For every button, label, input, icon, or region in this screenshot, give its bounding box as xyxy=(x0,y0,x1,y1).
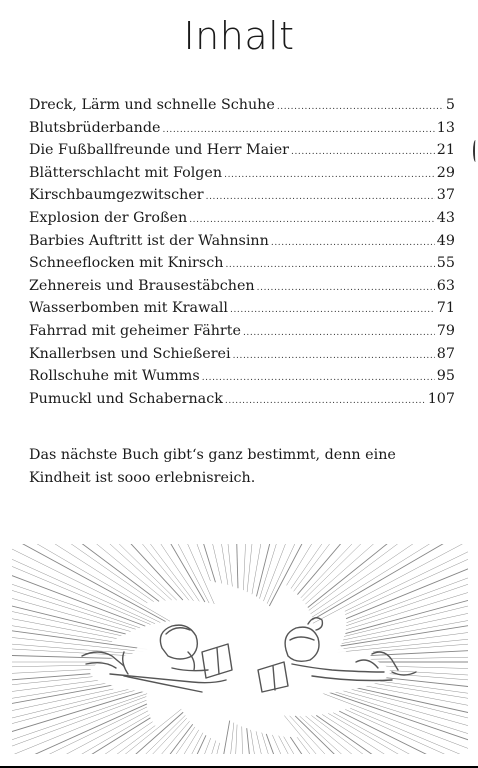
speed-line xyxy=(20,709,181,754)
toc-leader-dots xyxy=(202,367,435,390)
toc-entry xyxy=(29,252,455,275)
toc-entry-title: Blätterschlacht mit Folgen xyxy=(29,164,223,181)
speed-line xyxy=(251,730,275,754)
speed-line xyxy=(267,544,339,604)
children-reading-books-illustration xyxy=(12,544,468,754)
speed-line xyxy=(12,700,146,754)
toc-leader-dots xyxy=(291,141,435,164)
speed-line xyxy=(12,544,154,602)
speed-line xyxy=(308,544,460,608)
speed-line xyxy=(345,544,468,615)
speed-line xyxy=(12,544,159,601)
speed-line xyxy=(12,606,112,641)
speed-line xyxy=(262,733,308,754)
toc-entry-title: Kirschbaumgezwitscher xyxy=(29,187,204,204)
toc-entry-page: 55 xyxy=(436,255,455,272)
toc-entry-title: Knallerbsen und Schießerei xyxy=(29,345,231,362)
speed-line xyxy=(12,694,147,754)
toc-entry-title: Wasserbomben mit Krawall xyxy=(29,300,228,317)
speed-line xyxy=(12,544,160,623)
speed-line xyxy=(129,544,209,603)
toc-leader-dots xyxy=(225,390,426,413)
speed-line xyxy=(12,684,150,744)
toc-entry-page: 5 xyxy=(445,97,455,113)
speed-line xyxy=(259,544,307,599)
toc-entry-page: 79 xyxy=(436,322,455,339)
toc-leader-dots xyxy=(277,96,444,119)
speed-line xyxy=(313,544,468,623)
toc-entry-page: 87 xyxy=(436,345,455,362)
toc-entry-title: Pumuckl und Schabernack xyxy=(29,390,223,407)
speed-line xyxy=(12,678,118,708)
toc-entry-title: Die Fußballfreunde und Herr Maier xyxy=(29,142,289,159)
speed-line xyxy=(102,544,199,601)
toc-entry-title: Blutsbrüderbande xyxy=(29,119,161,136)
toc-leader-dots xyxy=(230,299,435,322)
speed-line xyxy=(345,685,468,737)
speed-line xyxy=(61,544,183,600)
toc-entry xyxy=(29,365,455,388)
speed-line xyxy=(256,544,295,596)
speed-line xyxy=(12,704,147,754)
speed-line xyxy=(47,715,185,754)
toc-entry-page: 107 xyxy=(427,390,455,407)
speed-line xyxy=(309,544,468,610)
speed-line xyxy=(145,544,215,604)
speed-line xyxy=(333,713,468,754)
speed-line xyxy=(322,714,468,754)
toc-entry xyxy=(29,275,455,298)
speed-line xyxy=(140,735,206,754)
toc-entry-page: 29 xyxy=(436,164,455,181)
speed-line xyxy=(234,544,238,588)
speed-line xyxy=(312,544,468,620)
toc-entry-page: 13 xyxy=(436,119,455,136)
toc-entry xyxy=(29,207,455,230)
toc-entry-page: 63 xyxy=(436,277,455,294)
toc-entry-title: Barbies Auftritt ist der Wahnsinn xyxy=(29,232,269,249)
table-of-contents xyxy=(29,94,455,410)
toc-entry-title: Explosion der Großen xyxy=(29,209,188,226)
speed-line xyxy=(205,544,228,585)
speed-line xyxy=(343,589,468,640)
speed-line xyxy=(12,718,150,754)
speed-line xyxy=(272,735,335,754)
toc-entry xyxy=(29,320,455,343)
closing-text: Das nächste Buch gibt‘s ganz bestimmt, denn eine Kindheit ist sooo erlebnisreich. xyxy=(29,447,396,486)
toc-entry xyxy=(29,297,455,320)
speed-line xyxy=(344,580,468,637)
toc-entry-page: 49 xyxy=(436,232,455,249)
toc-entry-page: 37 xyxy=(436,187,455,204)
toc-entry-title: Rollschuhe mit Wumms xyxy=(29,368,200,385)
speed-line xyxy=(72,721,190,754)
toc-leader-dots xyxy=(233,345,435,368)
toc-leader-dots xyxy=(206,186,435,209)
speed-line xyxy=(338,616,468,649)
toc-entry xyxy=(29,94,455,117)
toc-entry-page: 43 xyxy=(436,209,455,226)
speed-line xyxy=(266,734,319,754)
toc-entry-title: Schneeflocken mit Knirsch xyxy=(29,255,224,272)
toc-entry-title: Dreck, Lärm und schnelle Schuhe xyxy=(29,97,275,113)
toc-entry xyxy=(29,117,455,140)
toc-entry-title: Zehnereis und Brausestäbchen xyxy=(29,277,255,294)
toc-entry-page: 95 xyxy=(436,368,455,385)
toc-leader-dots xyxy=(189,209,435,232)
speed-line xyxy=(12,726,155,754)
toc-entry xyxy=(29,139,455,162)
toc-leader-dots xyxy=(243,322,435,345)
speed-line xyxy=(12,544,166,622)
page-title: Inhalt xyxy=(183,14,295,58)
toc-entry xyxy=(29,343,455,366)
toc-entry xyxy=(29,162,455,185)
speed-line xyxy=(161,544,211,581)
toc-entry-title: Fahrrad mit geheimer Fährte xyxy=(29,322,241,339)
toc-entry xyxy=(29,230,455,253)
toc-leader-dots xyxy=(257,277,435,300)
speed-line xyxy=(322,693,468,754)
speed-line xyxy=(12,544,170,621)
speed-line xyxy=(156,738,210,754)
speed-line xyxy=(300,716,443,754)
speed-line xyxy=(247,544,263,592)
page-edge-mark xyxy=(473,140,478,162)
speed-line xyxy=(353,680,468,717)
speed-line xyxy=(303,544,433,601)
speed-line xyxy=(217,723,233,754)
speed-line xyxy=(243,544,250,590)
toc-entry-page: 21 xyxy=(436,142,455,159)
toc-entry xyxy=(29,388,455,411)
toc-leader-dots xyxy=(271,232,435,255)
toc-leader-dots xyxy=(225,254,434,277)
speed-line xyxy=(256,731,291,754)
toc-leader-dots xyxy=(163,119,435,142)
speed-line xyxy=(327,692,468,754)
speed-line xyxy=(242,726,246,754)
speed-line xyxy=(12,544,147,603)
speed-line xyxy=(37,544,172,600)
speed-line xyxy=(12,634,140,654)
toc-leader-dots xyxy=(224,164,435,187)
toc-entry xyxy=(29,184,455,207)
toc-entry-page: 71 xyxy=(436,300,455,317)
speed-line xyxy=(12,624,143,652)
